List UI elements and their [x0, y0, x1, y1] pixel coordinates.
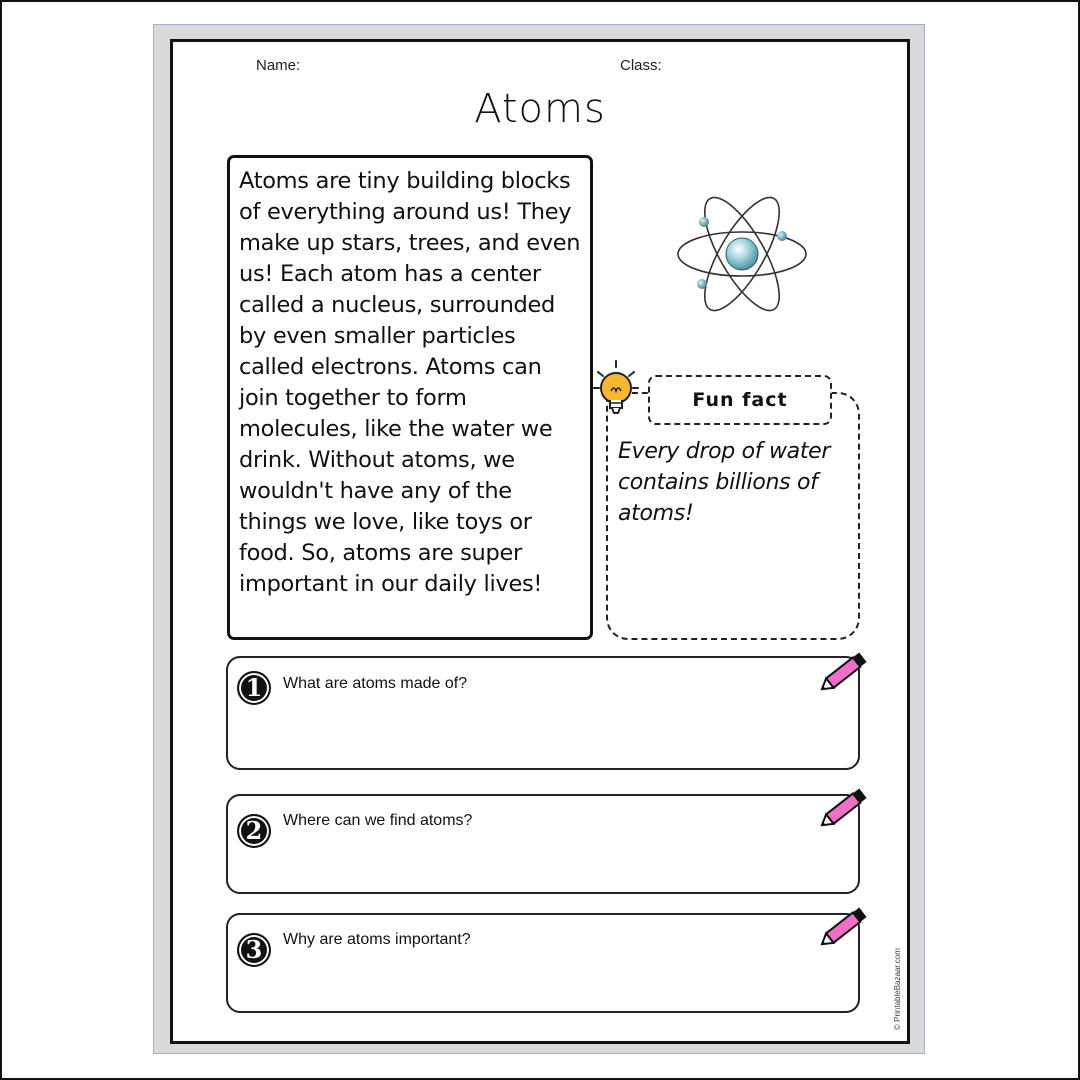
question-number-1: 1 — [237, 671, 271, 705]
question-number-2: 2 — [237, 814, 271, 848]
reading-passage: Atoms are tiny building blocks of everything around us! They make up stars, trees, and even us! Each atom has a center called a nucleus, surrounded by even smaller particles called electrons. Atoms can join together to form molecules, like the water we drink. Without atoms, we wouldn't have any of the things we love, like toys or food. So, atoms are super important in our daily lives! — [239, 168, 581, 597]
reading-passage-box — [227, 155, 593, 640]
answer-box-1[interactable] — [226, 656, 860, 770]
class-label: Class: — [620, 57, 662, 74]
question-number-3: 3 — [237, 933, 271, 967]
answer-box-3[interactable] — [226, 913, 860, 1013]
answer-box-2[interactable] — [226, 794, 860, 894]
question-text-2: Where can we find atoms? — [283, 812, 473, 829]
fun-fact-label: Fun fact — [692, 389, 788, 411]
copyright-text: © PrintableBazaar.com — [893, 948, 902, 1030]
question-text-1: What are atoms made of? — [283, 675, 468, 692]
page-title: Atoms — [474, 86, 606, 132]
lightbulb-icon — [592, 358, 642, 420]
question-text-3: Why are atoms important? — [283, 931, 471, 948]
name-label: Name: — [256, 57, 301, 74]
pencil-icon — [816, 903, 872, 951]
atom-icon — [672, 186, 812, 326]
pencil-icon — [816, 784, 872, 832]
pencil-icon — [816, 648, 872, 696]
fun-fact-text: Every drop of water contains billions of atoms! — [618, 439, 831, 526]
fun-fact-tab — [648, 375, 832, 425]
